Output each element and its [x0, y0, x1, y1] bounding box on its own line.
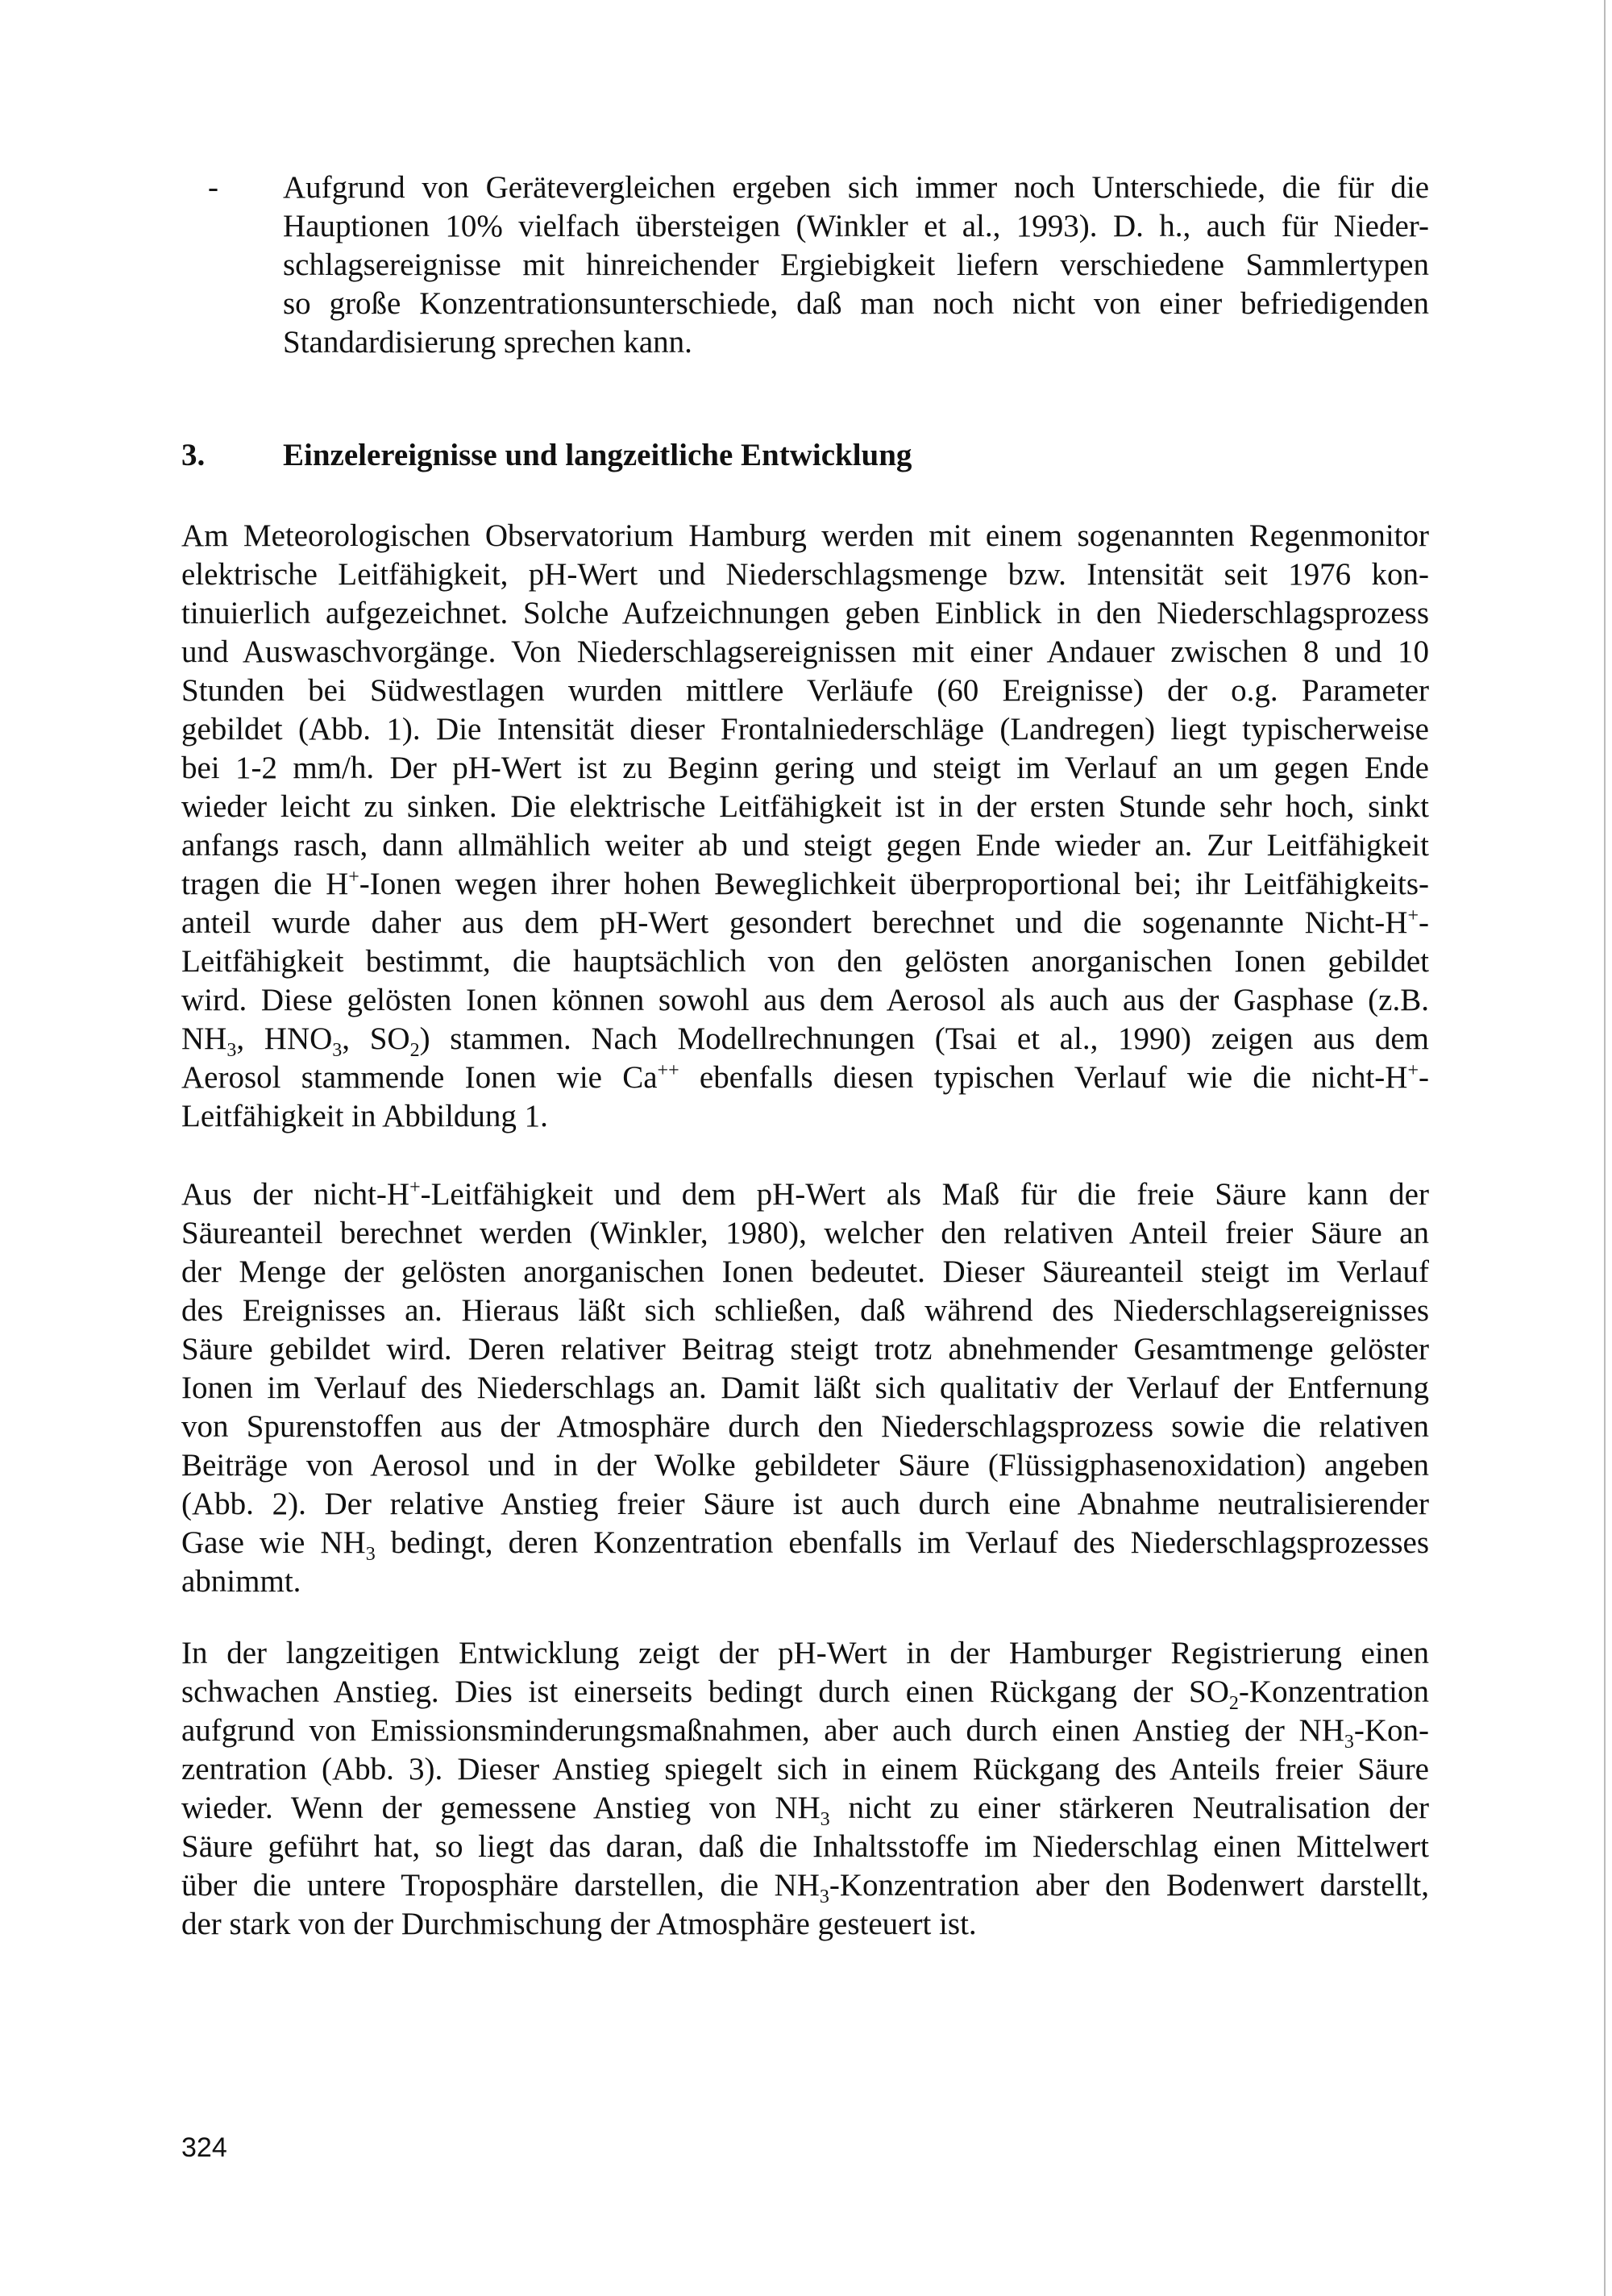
text-line: Leitfähigkeit bestimmt, die hauptsächlich von den gelösten anorganischen Ionen gebildet	[181, 944, 1429, 979]
text-line: der stark von der Durchmischung der Atmosphäre gesteuert ist.	[181, 1907, 977, 1941]
text-line: schlagsereignisse mit hinreichender Ergiebigkeit liefern verschiedene Sammlertypen	[283, 247, 1429, 282]
bullet-marker: -	[208, 170, 218, 205]
superscript: +	[1407, 905, 1419, 926]
text-line: Aufgrund von Gerätevergleichen ergeben sich immer noch Unterschiede, die für die	[283, 170, 1429, 205]
text-line: Säure geführt hat, so liegt das daran, daß die Inhaltsstoffe im Niederschlag einen Mittelwert	[181, 1829, 1429, 1864]
subscript: 2	[409, 1039, 420, 1061]
text-line: Standardisierung sprechen kann.	[283, 325, 692, 360]
paragraph-2	[181, 1175, 1429, 1601]
text-line: Säureanteil berechnet werden (Winkler, 1980), welcher den relativen Anteil freier Säure an	[181, 1216, 1429, 1250]
text-line: schwachen Anstieg. Dies ist einerseits bedingt durch einen Rückgang der $SO_2$-Konzentration	[181, 1674, 1429, 1714]
text-line: aufgrund von Emissionsminderungsmaßnahmen, aber auch durch einen Anstieg der $NH_3-Kon-$	[181, 1713, 1429, 1753]
text-line: (Abb. 2). Der relative Anstieg freier Säure ist auch durch eine Abnahme neutralisierender	[181, 1487, 1429, 1521]
text-line: wieder. Wenn der gemessene Anstieg von $NH_3$ nicht zu einer stärkeren Neutralisation der	[181, 1791, 1429, 1830]
superscript: +	[409, 1177, 421, 1198]
subscript: 3	[226, 1039, 237, 1061]
subscript: 3	[332, 1039, 343, 1061]
text-line: Leitfähigkeit in Abbildung 1.	[181, 1099, 548, 1133]
text-line: Beiträge von Aerosol und in der Wolke gebildeter Säure (Flüssigphasenoxidation) angeben	[181, 1448, 1429, 1483]
subscript: 3	[820, 1808, 830, 1830]
superscript: +	[1407, 1060, 1419, 1081]
text-line: Aerosol stammende Ionen wie Ca++ ebenfalls diesen typischen Verlauf wie die nicht-H+-	[181, 1060, 1429, 1095]
text-line: elektrische Leitfähigkeit, pH-Wert und Niederschlagsmenge bzw. Intensität seit 1976 kon-	[181, 557, 1429, 592]
text-line: und Auswaschvorgänge. Von Niederschlagsereignissen mit einer Andauer zwischen 8 und 10	[181, 634, 1429, 669]
text-line: Aus der nicht-H+-Leitfähigkeit und dem pH-Wert als Maß für die freie Säure kann der	[181, 1177, 1429, 1212]
text-line: zentration (Abb. 3). Dieser Anstieg spiegelt sich in einem Rückgang des Anteils freier Säure	[181, 1752, 1429, 1786]
text-line: über die untere Troposphäre darstellen, die $NH_3$-Konzentration aber den Bodenwert darstellt,	[181, 1868, 1429, 1907]
superscript: ++	[657, 1060, 679, 1081]
subscript: 3	[819, 1886, 829, 1907]
text-line: der Menge der gelösten anorganischen Ionen bedeutet. Dieser Säureanteil steigt im Verlauf	[181, 1254, 1429, 1289]
text-line: Säure gebildet wird. Deren relativer Beitrag steigt trotz abnehmender Gesamtmenge gelöster	[181, 1332, 1429, 1366]
subscript: 2	[1228, 1692, 1239, 1714]
text-line: wieder leicht zu sinken. Die elektrische Leitfähigkeit ist in der ersten Stunde sehr hoch, sinkt	[181, 789, 1429, 824]
text-line: des Ereignisses an. Hieraus läßt sich schließen, daß während des Niederschlagsereignisses	[181, 1293, 1429, 1328]
text-line: Hauptionen 10% vielfach übersteigen (Winkler et al., 1993). D. h., auch für Nieder-	[283, 209, 1429, 243]
subscript: 3	[1344, 1731, 1354, 1753]
text-line: bei 1-2 mm/h. Der pH-Wert ist zu Beginn gering und steigt im Verlauf an um gegen Ende	[181, 751, 1429, 785]
bullet-paragraph	[283, 168, 1429, 362]
page-edge-line	[1604, 0, 1606, 2296]
page-number: 324	[181, 2132, 227, 2163]
text-line: so große Konzentrationsunterschiede, daß man noch nicht von einer befriedigenden	[283, 286, 1429, 321]
text-line: abnimmt.	[181, 1564, 301, 1599]
text-line: Am Meteorologischen Observatorium Hamburg werden mit einem sogenannten Regenmonitor	[181, 518, 1429, 553]
paragraph-3	[181, 1634, 1429, 1944]
text-line: tragen die H+-Ionen wegen ihrer hohen Beweglichkeit überproportional bei; ihr Leitfähigkeits-	[181, 867, 1429, 901]
text-line: anteil wurde daher aus dem pH-Wert gesondert berechnet und die sogenannte Nicht-H+-	[181, 905, 1429, 940]
text-line: tinuierlich aufgezeichnet. Solche Aufzeichnungen geben Einblick in den Niederschlagsprozess	[181, 596, 1429, 630]
text-line: Ionen im Verlauf des Niederschlags an. Damit läßt sich qualitativ der Verlauf der Entfernung	[181, 1371, 1429, 1405]
section-heading: Einzelereignisse und langzeitliche Entwicklung	[283, 438, 912, 472]
section-number: 3.	[181, 438, 206, 472]
text-line: anfangs rasch, dann allmählich weiter ab und steigt gegen Ende wieder an. Zur Leitfähigkeit	[181, 828, 1429, 863]
text-line: von Spurenstoffen aus der Atmosphäre durch den Niederschlagsprozess sowie die relativen	[181, 1409, 1429, 1444]
paragraph-1	[181, 517, 1429, 1136]
text-line: Stunden bei Südwestlagen wurden mittlere Verläufe (60 Ereignisse) der o.g. Parameter	[181, 673, 1429, 708]
subscript: 3	[365, 1543, 376, 1565]
text-line: wird. Diese gelösten Ionen können sowohl aus dem Aerosol als auch aus der Gasphase (z.B.	[181, 983, 1429, 1017]
superscript: +	[348, 867, 359, 888]
text-line: In der langzeitigen Entwicklung zeigt der pH-Wert in der Hamburger Registrierung einen	[181, 1636, 1429, 1670]
text-line: gebildet (Abb. 1). Die Intensität dieser Frontalniederschläge (Landregen) liegt typischerweise	[181, 712, 1429, 747]
text-line: Gase wie $NH_3$ bedingt, deren Konzentration ebenfalls im Verlauf des Niederschlagsprozesses	[181, 1525, 1429, 1565]
text-line: $NH_3$, $HNO_3$, $SO_2$) stammen. Nach Modellrechnungen (Tsai et al., 1990) zeigen aus dem	[181, 1021, 1429, 1061]
